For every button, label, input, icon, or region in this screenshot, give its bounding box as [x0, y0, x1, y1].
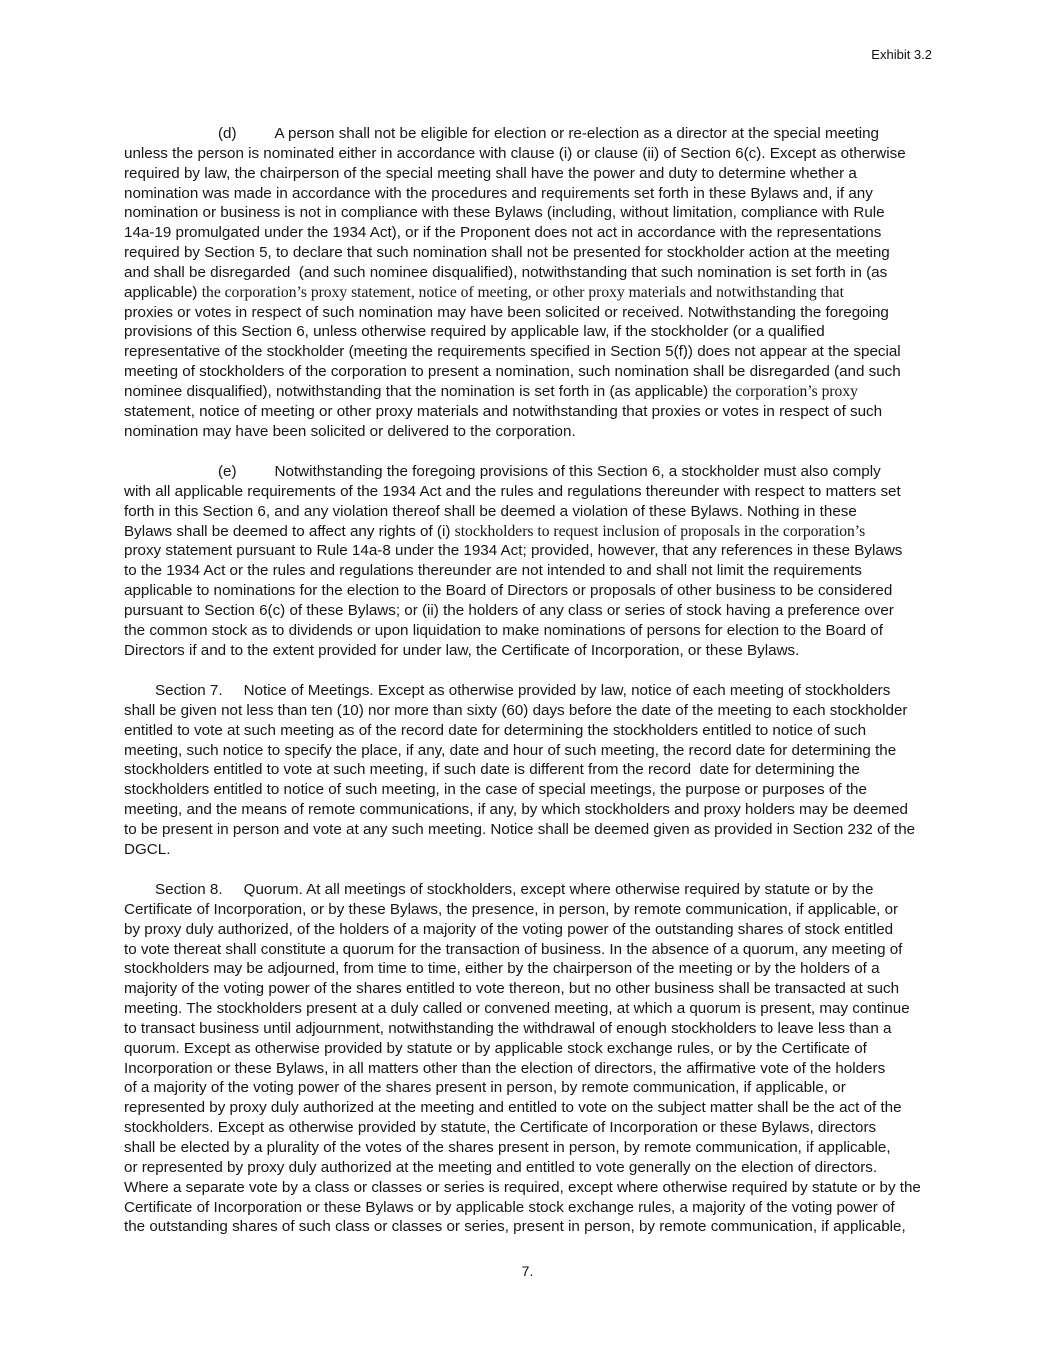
text-segment: stockholders may be adjourned, from time to time, either by the chairperson of the meeting or by the holders of a	[124, 960, 880, 978]
page-number: 7.	[521, 1263, 534, 1279]
text-line-content	[124, 722, 866, 739]
text-segment: Where a separate vote by a class or classes or series is required, except where otherwise required by statute or by the	[124, 1178, 921, 1196]
text-line	[124, 621, 936, 641]
text-line	[124, 820, 936, 840]
text-line-content	[124, 383, 858, 400]
text-line	[124, 800, 936, 820]
text-segment: representative of the stockholder (meeting the requirements specified in Section 5(f)) does not appear at the special	[124, 343, 901, 361]
text-line	[124, 362, 936, 382]
text-line	[124, 581, 936, 601]
text-line-content	[124, 1079, 846, 1096]
text-line	[124, 303, 936, 323]
text-line	[124, 601, 936, 621]
text-line	[124, 741, 936, 761]
text-segment: pursuant to Section 6(c) of these Bylaws; or (ii) the holders of any class or series of stock having a preference over	[124, 601, 894, 619]
text-line-content	[124, 224, 881, 241]
text-line	[124, 502, 936, 522]
text-segment: by proxy duly authorized, of the holders of a majority of the voting power of the outstanding shares of stock entitled	[124, 920, 894, 938]
text-segment: represented by proxy duly authorized at the meeting and entitled to vote on the subject matter shall be the act of the	[124, 1099, 902, 1117]
text-line	[124, 1039, 936, 1059]
text-segment: Bylaws shall be deemed to affect any rights of (i)	[124, 522, 455, 540]
text-line-content	[124, 1218, 906, 1235]
text-segment: to vote thereat shall constitute a quorum for the transaction of business. In the absence of a quorum, any meeting of	[124, 940, 903, 958]
serif-text-segment: the corporation’s proxy	[712, 382, 858, 400]
text-segment: unless the person is nominated either in accordance with clause (i) or clause (ii) of Section 6(c). Except as otherwise	[124, 144, 906, 162]
text-segment: of a majority of the voting power of the shares present in person, by remote communication, if applicable, or	[124, 1079, 846, 1097]
text-segment: shall be given not less than ten (10) nor more than sixty (60) days before the date of the meeting to each stockholder	[124, 701, 908, 719]
text-line-content	[124, 642, 799, 659]
text-line-content	[124, 781, 867, 798]
text-line	[124, 1078, 936, 1098]
text-segment: stockholders entitled to vote at such meeting, if such date is different from the record date for determining the	[124, 761, 860, 779]
text-line-content	[124, 702, 907, 719]
text-line	[124, 223, 936, 243]
text-line-content	[124, 343, 901, 360]
text-segment: majority of the voting power of the shares entitled to vote thereon, but no other business shall be transacted at such	[124, 980, 900, 998]
text-line	[124, 721, 936, 741]
text-line	[124, 462, 936, 482]
text-segment: meeting. The stockholders present at a duly called or convened meeting, at which a quorum is present, may continue	[124, 1000, 910, 1018]
text-line	[124, 283, 936, 303]
text-segment: entitled to vote at such meeting as of the record date for determining the stockholders entitled to notice of such	[124, 721, 867, 739]
text-line	[124, 920, 936, 940]
text-line	[124, 760, 936, 780]
serif-text-segment: the corporation’s proxy statement, notice of meeting, or other proxy materials and notwithstanding that	[201, 283, 844, 301]
text-line-content	[124, 523, 865, 540]
text-line	[124, 940, 936, 960]
text-line	[124, 342, 936, 362]
text-segment: forth in this Section 6, and any violation thereof shall be deemed a violation of these Bylaws. Nothing in these	[124, 502, 857, 520]
text-line-content	[124, 1199, 895, 1216]
text-line-content	[124, 165, 857, 182]
text-line-content	[124, 423, 576, 440]
text-line-content	[124, 284, 844, 301]
text-segment: nomination may have been solicited or delivered to the corporation.	[124, 422, 576, 440]
text-line-content	[155, 682, 890, 699]
text-line	[124, 522, 936, 542]
text-line	[124, 1198, 936, 1218]
serif-text-segment: stockholders to request inclusion of proposals in the corporation’s	[454, 522, 866, 540]
text-line-content	[218, 125, 879, 142]
section-8-quorum	[124, 880, 936, 1237]
text-line	[124, 203, 936, 223]
text-segment: meeting, and the means of remote communications, if any, by which stockholders and proxy holders may be deemed	[124, 801, 908, 819]
text-line	[124, 840, 936, 860]
text-line-content	[155, 881, 873, 898]
text-line-content	[124, 323, 825, 340]
text-segment: meeting of stockholders of the corporation to present a nomination, such nomination shall be disregarded (and such	[124, 363, 901, 381]
text-line-content	[124, 1179, 921, 1196]
text-line	[124, 482, 936, 502]
text-line-content	[124, 921, 893, 938]
text-line	[124, 243, 936, 263]
text-line	[124, 124, 936, 144]
text-line-content	[124, 483, 901, 500]
text-line-content	[124, 602, 894, 619]
text-segment: nomination was made in accordance with the procedures and requirements set forth in these Bylaws and, if any	[124, 184, 873, 202]
text-line-content	[124, 821, 915, 838]
exhibit-label: Exhibit 3.2	[871, 47, 932, 62]
text-line-content	[124, 1020, 891, 1037]
text-line-content	[124, 503, 857, 520]
text-line-content	[124, 403, 882, 420]
text-segment: and shall be disregarded (and such nominee disqualified), notwithstanding that such nomination is set forth in (as	[124, 263, 888, 281]
text-segment: the outstanding shares of such class or classes or series, present in person, by remote communication, if applicable,	[124, 1218, 906, 1236]
text-line-content	[124, 742, 896, 759]
text-line	[124, 641, 936, 661]
text-line	[124, 880, 936, 900]
text-segment: meeting, such notice to specify the place, if any, date and hour of such meeting, the record date for determining the	[124, 741, 897, 759]
text-segment: (d) A person shall not be eligible for election or re-election as a director at the special meeting	[218, 125, 880, 142]
text-line-content	[124, 264, 887, 281]
text-segment: required by Section 5, to declare that such nomination shall not be presented for stockholder action at the meeting	[124, 244, 890, 262]
text-line-content	[124, 980, 899, 997]
text-segment: to be present in person and vote at any such meeting. Notice shall be deemed given as provided in Section 232 of the	[124, 820, 916, 838]
text-segment: Section 8. Quorum. At all meetings of stockholders, except where otherwise required by statute or by the	[155, 881, 874, 898]
text-line-content	[124, 562, 862, 579]
text-line	[124, 1118, 936, 1138]
text-line	[124, 184, 936, 204]
text-line-content	[124, 622, 883, 639]
text-line	[124, 561, 936, 581]
text-line	[124, 1138, 936, 1158]
text-segment: to the 1934 Act or the rules and regulations thereunder are not intended to and shall not limit the requirements	[124, 562, 862, 580]
text-line	[124, 701, 936, 721]
text-line	[124, 1098, 936, 1118]
text-line-content	[124, 582, 892, 599]
text-segment: shall be elected by a plurality of the votes of the shares present in person, by remote communication, if applicable,	[124, 1138, 891, 1156]
text-line-content	[124, 1040, 867, 1057]
text-segment: Certificate of Incorporation or these Bylaws or by applicable stock exchange rules, a majority of the voting power of	[124, 1198, 895, 1216]
text-line	[124, 1059, 936, 1079]
paragraph-d	[124, 124, 936, 442]
text-line-content	[124, 761, 860, 778]
text-segment: required by law, the chairperson of the special meeting shall have the power and duty to determine whether a	[124, 164, 857, 182]
text-line	[124, 681, 936, 701]
text-segment: proxy statement pursuant to Rule 14a-8 under the 1934 Act; provided, however, that any references in these Bylaws	[124, 542, 903, 560]
text-line	[124, 144, 936, 164]
text-line	[124, 263, 936, 283]
text-line-content	[124, 1119, 876, 1136]
text-segment: quorum. Except as otherwise provided by statute or by applicable stock exchange rules, or by the Certificate of	[124, 1039, 867, 1057]
text-segment: proxies or votes in respect of such nomination may have been solicited or received. Notwithstanding the foregoing	[124, 303, 889, 321]
text-line-content	[124, 841, 170, 858]
text-line-content	[124, 941, 902, 958]
text-segment: applicable)	[124, 283, 202, 301]
text-segment: Incorporation or these Bylaws, in all matters other than the election of directors, the affirmative vote of the holders	[124, 1059, 886, 1077]
text-segment: nomination or business is not in compliance with these Bylaws (including, without limitation, compliance with Rule	[124, 204, 885, 222]
text-line-content	[124, 801, 908, 818]
text-segment: Section 7. Notice of Meetings. Except as otherwise provided by law, notice of each meeting of stockholders	[155, 682, 891, 699]
text-segment: provisions of this Section 6, unless otherwise required by applicable law, if the stockholder (or a qualified	[124, 323, 825, 341]
text-segment: stockholders entitled to notice of such meeting, in the case of special meetings, the purpose or purposes of the	[124, 781, 867, 799]
text-line	[124, 999, 936, 1019]
text-line	[124, 1019, 936, 1039]
text-line	[124, 402, 936, 422]
text-line	[124, 164, 936, 184]
text-line-content	[124, 1000, 910, 1017]
text-line-content	[124, 901, 898, 918]
text-line-content	[218, 463, 881, 480]
text-line	[124, 382, 936, 402]
text-line-content	[124, 960, 880, 977]
text-segment: Certificate of Incorporation, or by these Bylaws, the presence, in person, by remote communication, if applicable, or	[124, 900, 899, 918]
text-segment: stockholders. Except as otherwise provided by statute, the Certificate of Incorporation or these Bylaws, directors	[124, 1119, 877, 1137]
text-line-content	[124, 204, 885, 221]
text-line	[124, 900, 936, 920]
text-line-content	[124, 1139, 891, 1156]
text-segment: or represented by proxy duly authorized at the meeting and entitled to vote generally on the election of directors.	[124, 1158, 878, 1176]
section-7-notice-of-meetings	[124, 681, 936, 860]
text-segment: the common stock as to dividends or upon liquidation to make nominations of persons for election to the Board of	[124, 621, 883, 639]
paragraph-e	[124, 462, 936, 660]
text-line-content	[124, 304, 889, 321]
text-line	[124, 1158, 936, 1178]
text-line-content	[124, 1159, 877, 1176]
text-line	[124, 1217, 936, 1237]
text-line	[124, 1178, 936, 1198]
text-line	[124, 959, 936, 979]
text-segment: applicable to nominations for the election to the Board of Directors or proposals of other business to be considered	[124, 582, 893, 600]
text-line	[124, 322, 936, 342]
text-line-content	[124, 1099, 902, 1116]
text-segment: DGCL.	[124, 840, 171, 858]
text-line-content	[124, 363, 901, 380]
text-line	[124, 780, 936, 800]
text-line-content	[124, 145, 906, 162]
text-segment: statement, notice of meeting or other proxy materials and notwithstanding that proxies or votes in respect of such	[124, 402, 883, 420]
text-segment: Directors if and to the extent provided for under law, the Certificate of Incorporation, or these Bylaws.	[124, 641, 800, 659]
text-line-content	[124, 1060, 885, 1077]
text-line	[124, 422, 936, 442]
text-line	[124, 541, 936, 561]
text-segment: with all applicable requirements of the 1934 Act and the rules and regulations thereunder with respect to matters set	[124, 482, 901, 500]
text-segment: nominee disqualified), notwithstanding that the nomination is set forth in (as applicable)	[124, 382, 713, 400]
text-segment: to transact business until adjournment, notwithstanding the withdrawal of enough stockholders to leave less than a	[124, 1019, 892, 1037]
text-line-content	[124, 542, 902, 559]
text-segment: (e) Notwithstanding the foregoing provisions of this Section 6, a stockholder must also comply	[218, 463, 881, 480]
text-segment: 14a-19 promulgated under the 1934 Act), or if the Proponent does not act in accordance with the representations	[124, 224, 882, 242]
text-line-content	[124, 244, 890, 261]
text-line	[124, 979, 936, 999]
text-line-content	[124, 185, 873, 202]
